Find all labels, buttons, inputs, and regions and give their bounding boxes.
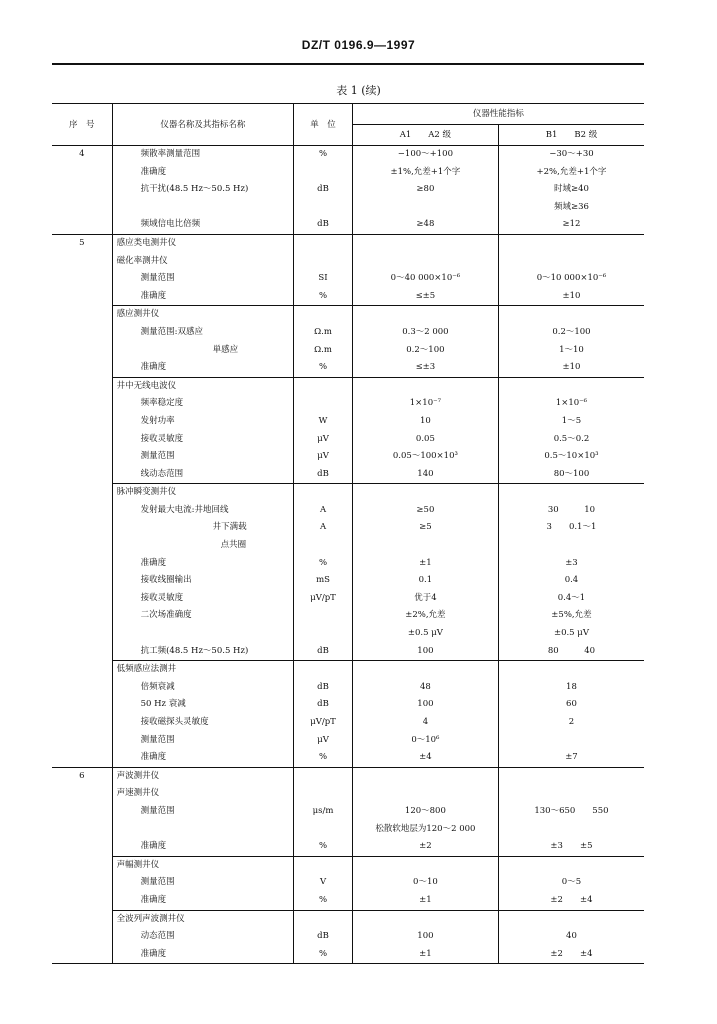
table-row	[52, 413, 644, 431]
row-seq	[52, 502, 112, 520]
table-row	[52, 342, 644, 360]
row-grade-a	[352, 661, 498, 679]
row-name: 测量范围:双感应	[112, 324, 294, 342]
row-name: 単感应	[112, 342, 294, 360]
row-seq	[52, 732, 112, 750]
table-row	[52, 732, 644, 750]
row-seq	[52, 590, 112, 608]
row-grade-a	[352, 199, 498, 217]
row-grade-b: ±10	[562, 362, 581, 373]
table-row	[52, 625, 644, 643]
row-unit	[294, 537, 353, 555]
row-grade-a: ±1	[352, 892, 498, 910]
row-grade-a: 10	[352, 413, 498, 431]
row-unit: dB	[294, 679, 353, 697]
table-row	[52, 679, 644, 697]
row-grade-b: 3 0.1～1	[546, 522, 597, 533]
row-unit	[294, 767, 353, 785]
row-grade-a	[352, 537, 498, 555]
row-seq	[52, 519, 112, 537]
table-row	[52, 377, 644, 395]
row-seq	[52, 607, 112, 625]
row-seq	[52, 377, 112, 395]
row-grade-a: ±0.5 μV	[352, 625, 498, 643]
row-seq	[52, 484, 112, 502]
row-unit	[294, 253, 353, 271]
row-name: 抗干扰(48.5 Hz～50.5 Hz)	[112, 181, 294, 199]
table-row	[52, 146, 644, 164]
row-seq: 5	[52, 234, 112, 252]
table-row	[52, 714, 644, 732]
row-name: 磁化率测井仪	[112, 253, 294, 271]
row-name: 井中无线电波仪	[112, 377, 294, 395]
row-seq	[52, 572, 112, 590]
row-grade-b: ±2 ±4	[550, 894, 593, 905]
row-grade-a: ≤±3	[352, 359, 498, 377]
row-seq	[52, 874, 112, 892]
table-row	[52, 785, 644, 803]
row-unit	[294, 395, 353, 413]
row-unit: μV/pT	[294, 714, 353, 732]
row-grade-a: ≥5	[352, 519, 498, 537]
row-name: 准确度	[112, 749, 294, 767]
table-row	[52, 892, 644, 910]
row-name: 脉冲瞬变测井仪	[112, 484, 294, 502]
row-grade-a: 0.1	[352, 572, 498, 590]
row-unit: μV	[294, 431, 353, 449]
table-row	[52, 164, 644, 182]
table-row	[52, 803, 644, 821]
row-grade-b: −30～+30	[549, 149, 594, 159]
row-grade-b	[498, 537, 644, 555]
row-unit: μV	[294, 448, 353, 466]
row-grade-b: 18	[566, 681, 577, 692]
row-seq: 4	[52, 146, 112, 164]
row-grade-b: 60	[566, 699, 577, 710]
row-name	[112, 199, 294, 217]
row-unit	[294, 377, 353, 395]
row-grade-b	[498, 821, 644, 839]
row-seq	[52, 856, 112, 874]
row-grade-a: 0～40 000×10⁻⁶	[352, 270, 498, 288]
row-unit: %	[294, 146, 353, 164]
table-row	[52, 448, 644, 466]
row-name: 发射功率	[112, 413, 294, 431]
row-grade-a: ±1%,允差+1个字	[352, 164, 498, 182]
row-unit: dB	[294, 696, 353, 714]
row-seq	[52, 749, 112, 767]
row-grade-a: 0.05～100×10³	[352, 448, 498, 466]
row-grade-b: 0.4	[564, 575, 579, 586]
table-row	[52, 749, 644, 767]
row-grade-b	[498, 856, 644, 874]
row-seq	[52, 448, 112, 466]
row-grade-a: ±2%,允差	[352, 607, 498, 625]
row-grade-a: 0～10	[352, 874, 498, 892]
table-row	[52, 216, 644, 234]
row-unit: %	[294, 749, 353, 767]
table-row	[52, 910, 644, 928]
row-unit: A	[294, 519, 353, 537]
row-name: 测量范围	[112, 874, 294, 892]
table-row	[52, 519, 644, 537]
row-seq	[52, 696, 112, 714]
standard-code: DZ/T 0196.9—1997	[301, 38, 416, 52]
row-grade-b: 30 10	[547, 504, 596, 515]
row-grade-b	[498, 910, 644, 928]
row-grade-a: 100	[352, 928, 498, 946]
table-row	[52, 661, 644, 679]
row-grade-a: 0.2～100	[352, 342, 498, 360]
row-grade-a: 1×10⁻⁷	[352, 395, 498, 413]
row-name: 二次场准确度	[112, 607, 294, 625]
row-unit: dB	[294, 466, 353, 484]
table-row	[52, 928, 644, 946]
row-seq	[52, 342, 112, 360]
row-name: 准确度	[112, 359, 294, 377]
row-grade-b: 0.4～1	[557, 592, 586, 603]
row-unit: dB	[294, 216, 353, 234]
row-grade-a	[352, 253, 498, 271]
row-grade-b: 1～10	[559, 344, 584, 355]
table-row	[52, 199, 644, 217]
row-grade-b	[498, 306, 644, 324]
row-grade-b: 40	[566, 931, 577, 942]
row-seq	[52, 821, 112, 839]
row-name: 接收灵敏度	[112, 431, 294, 449]
row-seq	[52, 431, 112, 449]
row-name	[112, 625, 294, 643]
row-unit	[294, 856, 353, 874]
row-unit: V	[294, 874, 353, 892]
row-unit	[294, 164, 353, 182]
row-grade-b: 130～650 550	[534, 805, 609, 816]
row-name: 点共圈	[112, 537, 294, 555]
row-seq	[52, 803, 112, 821]
row-grade-b: 0.5～0.2	[553, 433, 590, 444]
header-seq: 序 号	[52, 104, 112, 146]
row-name: 发射最大电流:井地回线	[112, 502, 294, 520]
row-unit: dB	[294, 181, 353, 199]
table-row	[52, 572, 644, 590]
row-name: 声幅测井仪	[112, 856, 294, 874]
row-unit: dB	[294, 643, 353, 661]
row-grade-b: 0～10 000×10⁻⁶	[536, 273, 607, 284]
row-name: 频域信电比倍频	[112, 216, 294, 234]
row-grade-b	[498, 785, 644, 803]
row-name: 频率稳定度	[112, 395, 294, 413]
table-row	[52, 643, 644, 661]
row-grade-b: ±7	[498, 749, 644, 767]
row-grade-b	[498, 377, 644, 395]
row-seq	[52, 537, 112, 555]
table-row	[52, 484, 644, 502]
row-seq	[52, 288, 112, 306]
row-grade-a	[352, 484, 498, 502]
row-unit: %	[294, 288, 353, 306]
row-name: 准确度	[112, 555, 294, 573]
table-row	[52, 270, 644, 288]
row-grade-a	[352, 785, 498, 803]
row-grade-a	[352, 910, 498, 928]
row-unit	[294, 785, 353, 803]
row-name: 准确度	[112, 164, 294, 182]
spec-table	[52, 103, 644, 964]
table-caption: 表 1 (续)	[336, 84, 381, 97]
row-seq	[52, 892, 112, 910]
row-grade-b: 80～100	[553, 468, 590, 479]
row-name: 准确度	[112, 838, 294, 856]
table-row	[52, 466, 644, 484]
row-grade-a: 4	[352, 714, 498, 732]
row-grade-a	[352, 306, 498, 324]
row-grade-b: 80 40	[547, 645, 596, 656]
row-name: 声波测井仪	[112, 767, 294, 785]
row-unit: %	[294, 838, 353, 856]
row-unit: μV/pT	[294, 590, 353, 608]
row-grade-b	[498, 661, 644, 679]
row-grade-a: ≥80	[352, 181, 498, 199]
table-row	[52, 253, 644, 271]
row-unit	[294, 661, 353, 679]
row-grade-b: 时域≥40	[553, 184, 589, 195]
row-grade-a	[352, 234, 498, 252]
row-unit: %	[294, 359, 353, 377]
row-name: 井下满载	[112, 519, 294, 537]
row-seq	[52, 413, 112, 431]
row-seq	[52, 679, 112, 697]
row-grade-a: 0.05	[352, 431, 498, 449]
row-grade-b: ±5%,允差	[551, 610, 592, 621]
table-row	[52, 607, 644, 625]
row-grade-a: 100	[352, 696, 498, 714]
row-unit	[294, 910, 353, 928]
row-grade-a: 优于4	[352, 590, 498, 608]
table-row	[52, 856, 644, 874]
row-grade-a: 0.3～2 000	[352, 324, 498, 342]
table-row	[52, 502, 644, 520]
row-grade-b: ±2 ±4	[498, 946, 644, 964]
row-seq	[52, 785, 112, 803]
row-name: 接收灵敏度	[112, 590, 294, 608]
header-name: 仪器名称及其指标名称	[112, 104, 294, 146]
row-seq	[52, 199, 112, 217]
row-name: 测量范围	[112, 732, 294, 750]
row-seq	[52, 216, 112, 234]
table-row	[52, 874, 644, 892]
row-seq	[52, 359, 112, 377]
row-grade-a: 松散软地层为120～2 000	[352, 821, 498, 839]
row-grade-b: ≥12	[498, 216, 644, 234]
table-row	[52, 537, 644, 555]
row-grade-a	[352, 856, 498, 874]
table-row	[52, 288, 644, 306]
row-name: 抗工频(48.5 Hz～50.5 Hz)	[112, 643, 294, 661]
row-name: 倍频衰减	[112, 679, 294, 697]
row-grade-b: ±0.5 μV	[553, 628, 589, 639]
row-name: 测量范围	[112, 448, 294, 466]
row-name: 50 Hz 衰减	[112, 696, 294, 714]
row-unit: %	[294, 892, 353, 910]
row-grade-a	[352, 377, 498, 395]
row-grade-a: 140	[352, 466, 498, 484]
header-rule	[52, 63, 644, 65]
row-name: 低频感应法测井	[112, 661, 294, 679]
row-grade-b: 1～5	[561, 415, 582, 426]
row-seq	[52, 466, 112, 484]
row-unit: mS	[294, 572, 353, 590]
row-unit: dB	[294, 928, 353, 946]
row-name: 线动态范围	[112, 466, 294, 484]
row-unit: Ω.m	[294, 342, 353, 360]
row-grade-b	[498, 767, 644, 785]
row-seq	[52, 270, 112, 288]
row-seq: 6	[52, 767, 112, 785]
table-row	[52, 395, 644, 413]
row-grade-b: 频域≥36	[553, 201, 589, 212]
row-name: 频散率测量范围	[112, 146, 294, 164]
row-seq	[52, 395, 112, 413]
row-grade-a: 48	[352, 679, 498, 697]
table-row	[52, 767, 644, 785]
row-unit	[294, 484, 353, 502]
row-unit: W	[294, 413, 353, 431]
row-name: 准确度	[112, 946, 294, 964]
row-grade-b: 2	[568, 717, 575, 727]
row-unit: μs/m	[294, 803, 353, 821]
row-seq	[52, 555, 112, 573]
row-grade-a: ±2	[352, 838, 498, 856]
table-row	[52, 821, 644, 839]
row-grade-b: 1×10⁻⁶	[555, 398, 588, 409]
row-unit: μV	[294, 732, 353, 750]
table-row	[52, 234, 644, 252]
row-seq	[52, 946, 112, 964]
row-unit: %	[294, 946, 353, 964]
row-seq	[52, 661, 112, 679]
row-seq	[52, 928, 112, 946]
row-grade-b: ±3	[565, 557, 578, 568]
row-name: 全波列声波测井仪	[112, 910, 294, 928]
row-grade-a: 120～800	[352, 803, 498, 821]
table-body	[52, 146, 644, 964]
row-unit: Ω.m	[294, 324, 353, 342]
row-seq	[52, 910, 112, 928]
header-performance: 仪器性能指标	[352, 104, 644, 125]
row-unit	[294, 625, 353, 643]
row-grade-b: ±10	[562, 290, 581, 301]
row-name: 感应测井仪	[112, 306, 294, 324]
row-seq	[52, 253, 112, 271]
header-grade-b: B1 B2 级	[498, 125, 644, 146]
row-seq	[52, 838, 112, 856]
header-grade-a: A1 A2 级	[352, 125, 498, 146]
row-name: 感应类电测井仪	[112, 234, 294, 252]
row-grade-a: ±4	[352, 749, 498, 767]
row-unit: A	[294, 502, 353, 520]
row-grade-a	[352, 767, 498, 785]
row-name: 测量范围	[112, 270, 294, 288]
row-name	[112, 821, 294, 839]
table-row	[52, 590, 644, 608]
row-name: 接收磁探头灵敏度	[112, 714, 294, 732]
row-unit	[294, 306, 353, 324]
row-unit: SI	[294, 270, 353, 288]
table-row	[52, 555, 644, 573]
row-unit	[294, 607, 353, 625]
row-name: 测量范围	[112, 803, 294, 821]
row-grade-b: +2%,允差+1个字	[536, 166, 607, 177]
row-grade-a: −100～+100	[352, 146, 498, 164]
table-row	[52, 324, 644, 342]
row-grade-a: 100	[352, 643, 498, 661]
row-seq	[52, 324, 112, 342]
row-unit	[294, 199, 353, 217]
row-name: 准确度	[112, 892, 294, 910]
row-seq	[52, 306, 112, 324]
row-grade-a: ≥50	[352, 502, 498, 520]
table-row	[52, 359, 644, 377]
row-seq	[52, 164, 112, 182]
header-unit: 单 位	[294, 104, 353, 146]
row-grade-b: 0.5～10×10³	[544, 451, 599, 462]
row-grade-a: ±1	[352, 555, 498, 573]
row-unit	[294, 234, 353, 252]
row-grade-b	[498, 484, 644, 502]
row-name: 动态范围	[112, 928, 294, 946]
row-name: 准确度	[112, 288, 294, 306]
row-grade-a: ±1	[352, 946, 498, 964]
row-grade-b	[498, 732, 644, 750]
row-grade-b: 0～5	[561, 877, 582, 888]
row-name: 声速测井仪	[112, 785, 294, 803]
row-grade-a: ≥48	[352, 216, 498, 234]
row-seq	[52, 643, 112, 661]
table-row	[52, 181, 644, 199]
row-grade-b	[498, 253, 644, 271]
row-seq	[52, 625, 112, 643]
table-row	[52, 431, 644, 449]
table-row	[52, 306, 644, 324]
table-row	[52, 946, 644, 964]
table-row	[52, 838, 644, 856]
row-seq	[52, 714, 112, 732]
row-grade-b	[498, 234, 644, 252]
table-row	[52, 696, 644, 714]
row-grade-b: ±3 ±5	[550, 841, 593, 852]
row-grade-b: 0.2～100	[552, 326, 591, 337]
row-seq	[52, 181, 112, 199]
row-unit: %	[294, 555, 353, 573]
row-name: 接收线圈输出	[112, 572, 294, 590]
row-grade-a: ≤±5	[352, 288, 498, 306]
row-unit	[294, 821, 353, 839]
row-grade-a: 0～10⁶	[352, 732, 498, 750]
